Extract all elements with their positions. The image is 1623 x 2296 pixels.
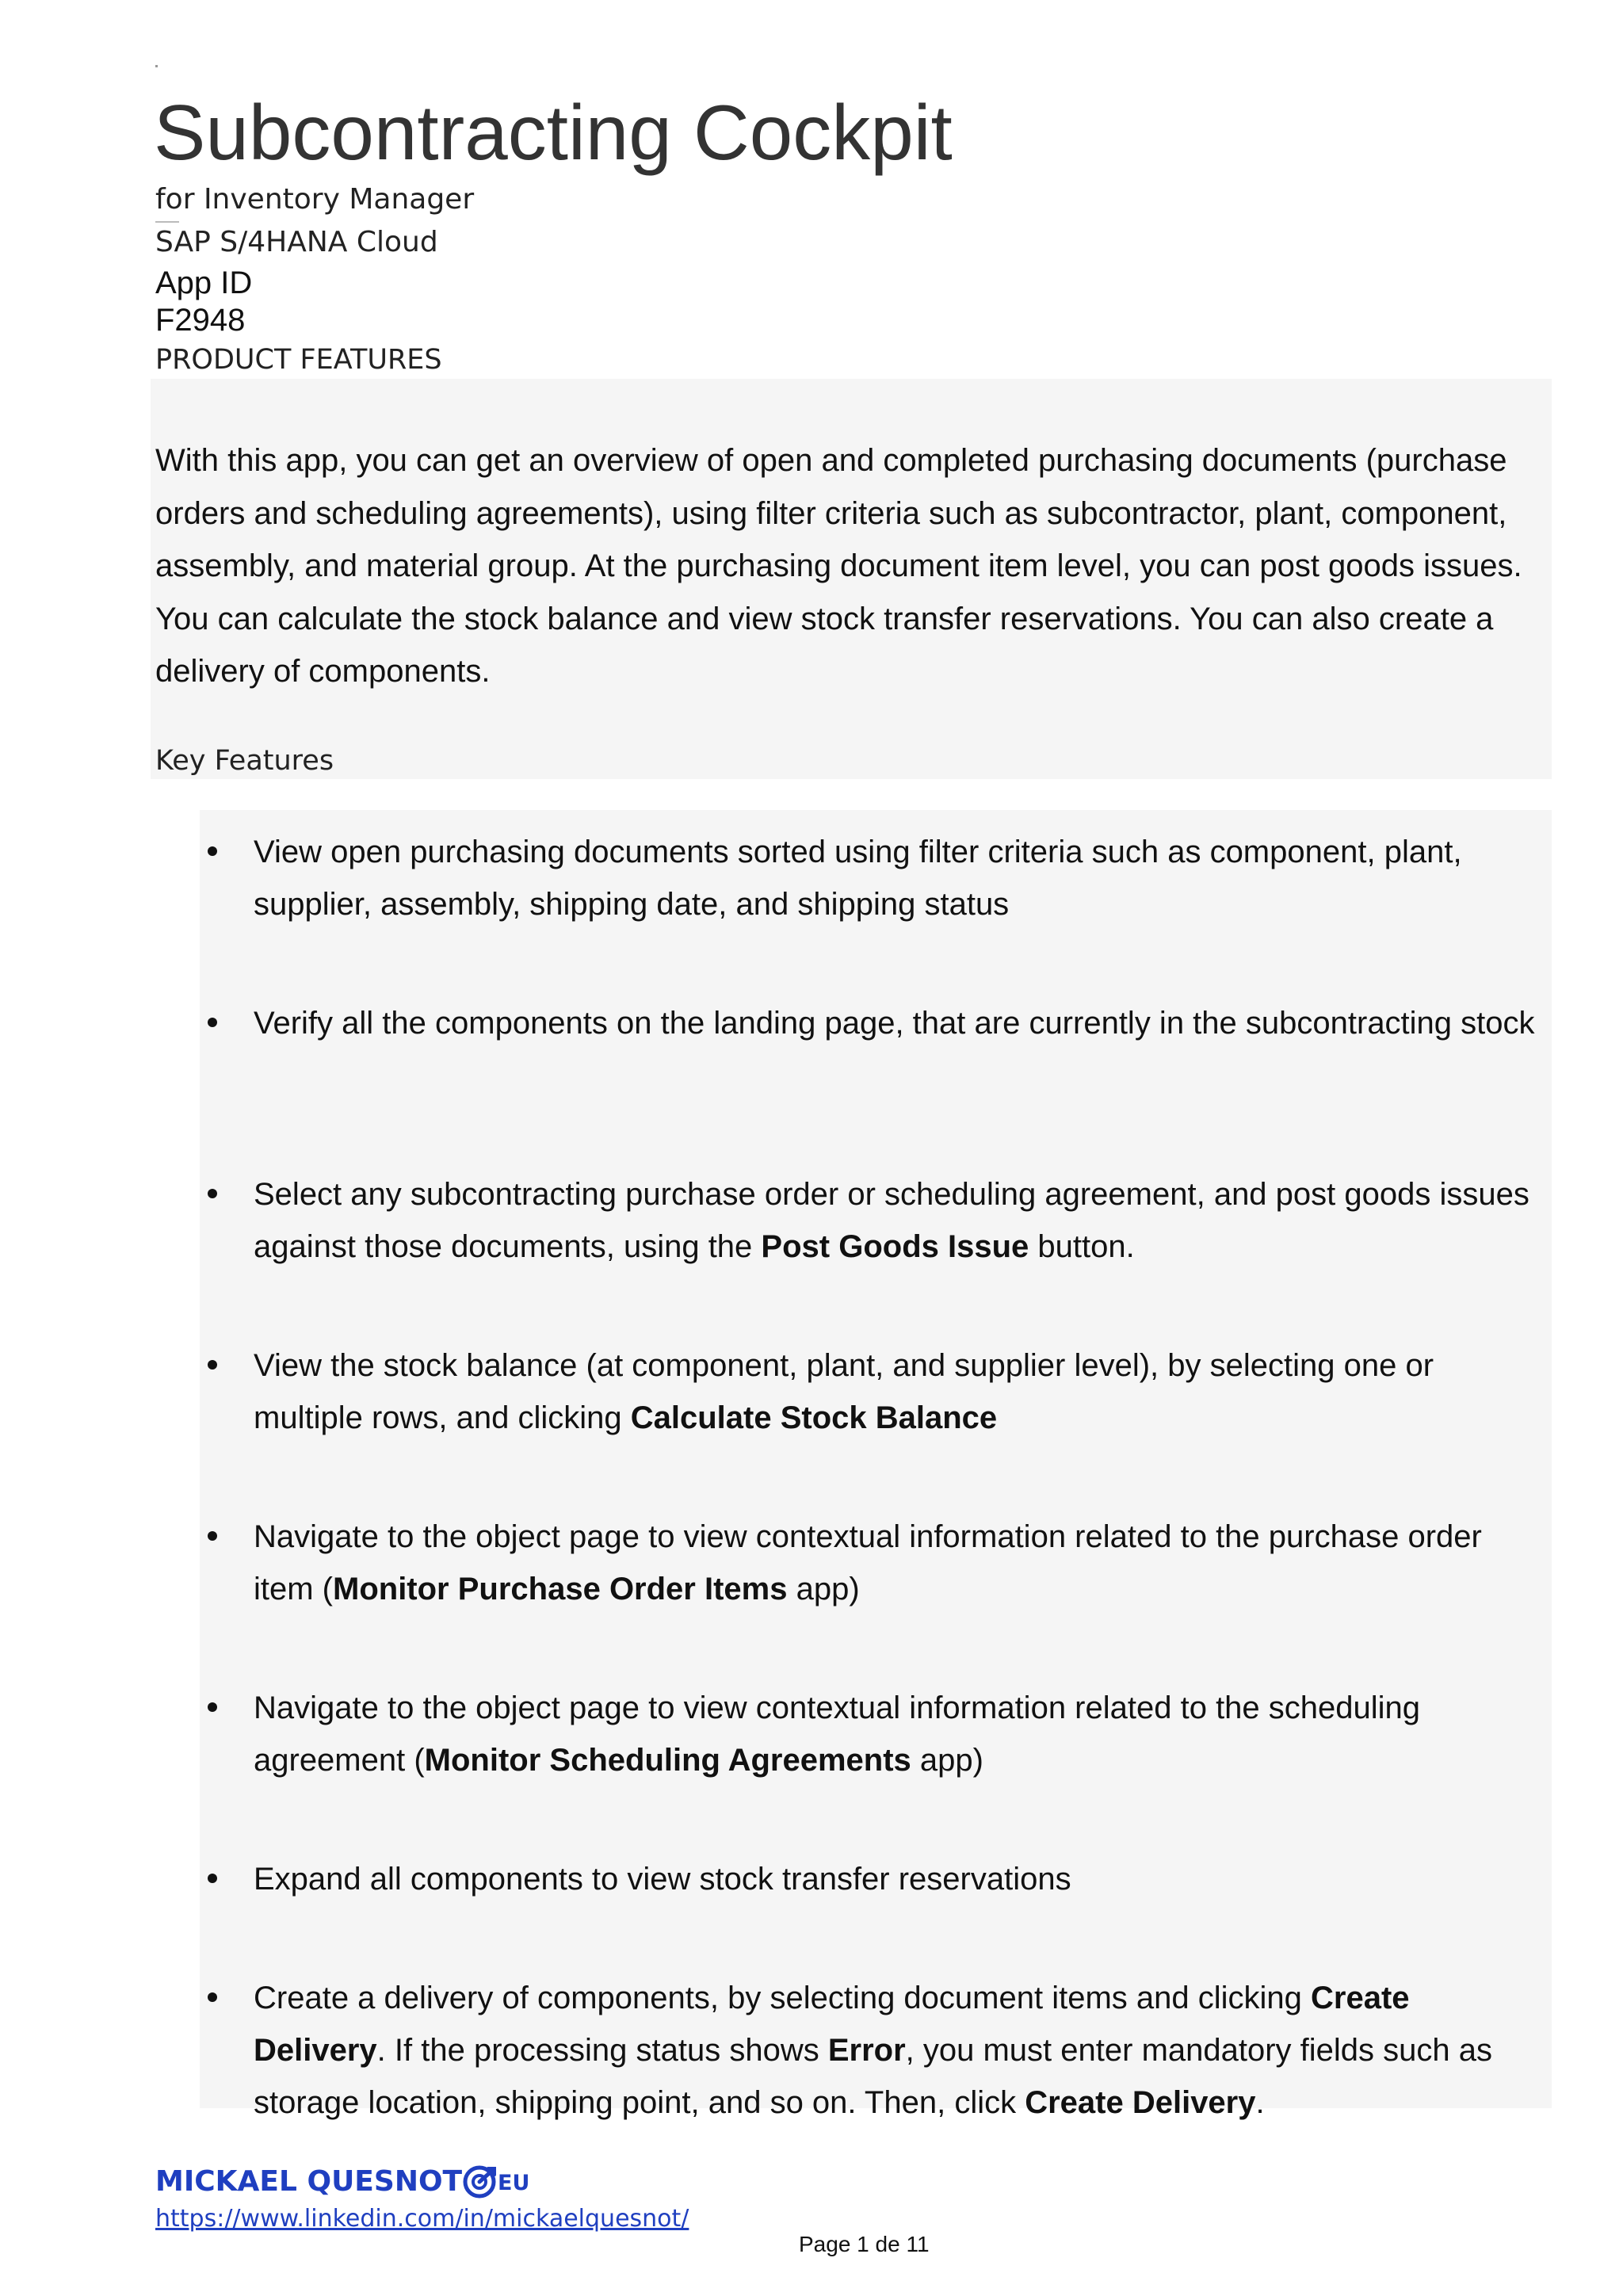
monitor-po-items-ref: Monitor Purchase Order Items xyxy=(333,1572,788,1606)
author-logo-icon xyxy=(461,2164,498,2200)
author-name: MICKAEL QUESNOT xyxy=(155,2165,463,2198)
monitor-scheduling-agreements-ref: Monitor Scheduling Agreements xyxy=(424,1743,911,1778)
feature-text: View open purchasing documents sorted using filter criteria such as component, plant, supplier, assembly, shipping date, and shipping status xyxy=(254,835,1462,922)
bullet-icon xyxy=(208,1018,217,1027)
app-id-value: F2948 xyxy=(155,303,246,338)
description-text: With this app, you can get an overview of open and completed purchasing documents (purchase orders and scheduling agreements), using filter criteria such as subcontractor, plant, component, assembly, and material group. At the purchasing document item level, you can post goods issues. You can calculate the stock balance and view stock transfer reservations. You can also create a delivery of components. xyxy=(155,443,1522,689)
bullet-icon xyxy=(208,846,217,856)
feature-text: Create a delivery of components, by selecting document items and clicking Create Delivery. If the processing status shows Error, you must enter mandatory fields such as storage location, shipping point, and so on. Then, click Create Delivery. xyxy=(254,1981,1493,2120)
bullet-icon xyxy=(208,1531,217,1541)
bullet-icon xyxy=(208,1702,217,1712)
feature-text: View the stock balance (at component, plant, and supplier level), by selecting one or multiple rows, and clicking Calculate Stock Balance xyxy=(254,1348,1434,1435)
post-goods-issue-ref: Post Goods Issue xyxy=(761,1229,1029,1264)
page-number: Page 1 de 11 xyxy=(799,2232,930,2256)
feature-text: Verify all the components on the landing page, that are currently in the subcontracting stock xyxy=(254,1006,1535,1041)
bullet-icon xyxy=(208,1360,217,1370)
key-features-heading: Key Features xyxy=(155,745,334,777)
feature-text: Navigate to the object page to view contextual information related to the purchase order item (Monitor Purchase Order Items app) xyxy=(254,1519,1482,1606)
error-status-ref: Error xyxy=(827,2033,906,2068)
product-name: SAP S/4HANA Cloud xyxy=(155,226,438,258)
bullet-icon xyxy=(208,1992,217,2002)
author-suffix: EU xyxy=(498,2171,530,2195)
bullet-icon xyxy=(208,1874,217,1883)
role-subtitle: for Inventory Manager xyxy=(155,183,475,216)
feature-text: Select any subcontracting purchase order or scheduling agreement, and post goods issues against those documents, using the Post Goods Issue button. xyxy=(254,1177,1529,1264)
linkedin-link[interactable]: https://www.linkedin.com/in/mickaelquesnot/ xyxy=(155,2205,689,2233)
underline-mark xyxy=(155,221,179,223)
feature-text: Navigate to the object page to view contextual information related to the scheduling agreement (Monitor Scheduling Agreements app) xyxy=(254,1690,1421,1778)
create-delivery-ref: Create Delivery xyxy=(1025,2085,1256,2120)
product-features-heading: PRODUCT FEATURES xyxy=(155,344,442,376)
calculate-stock-balance-ref: Calculate Stock Balance xyxy=(630,1400,998,1435)
bullet-icon xyxy=(208,1189,217,1198)
app-id-label: App ID xyxy=(155,266,253,300)
scan-mark xyxy=(155,65,158,67)
create-delivery-ref: Create Delivery xyxy=(254,1981,1410,2068)
feature-text: Expand all components to view stock transfer reservations xyxy=(254,1862,1071,1897)
page-title: Subcontracting Cockpit xyxy=(154,89,953,176)
